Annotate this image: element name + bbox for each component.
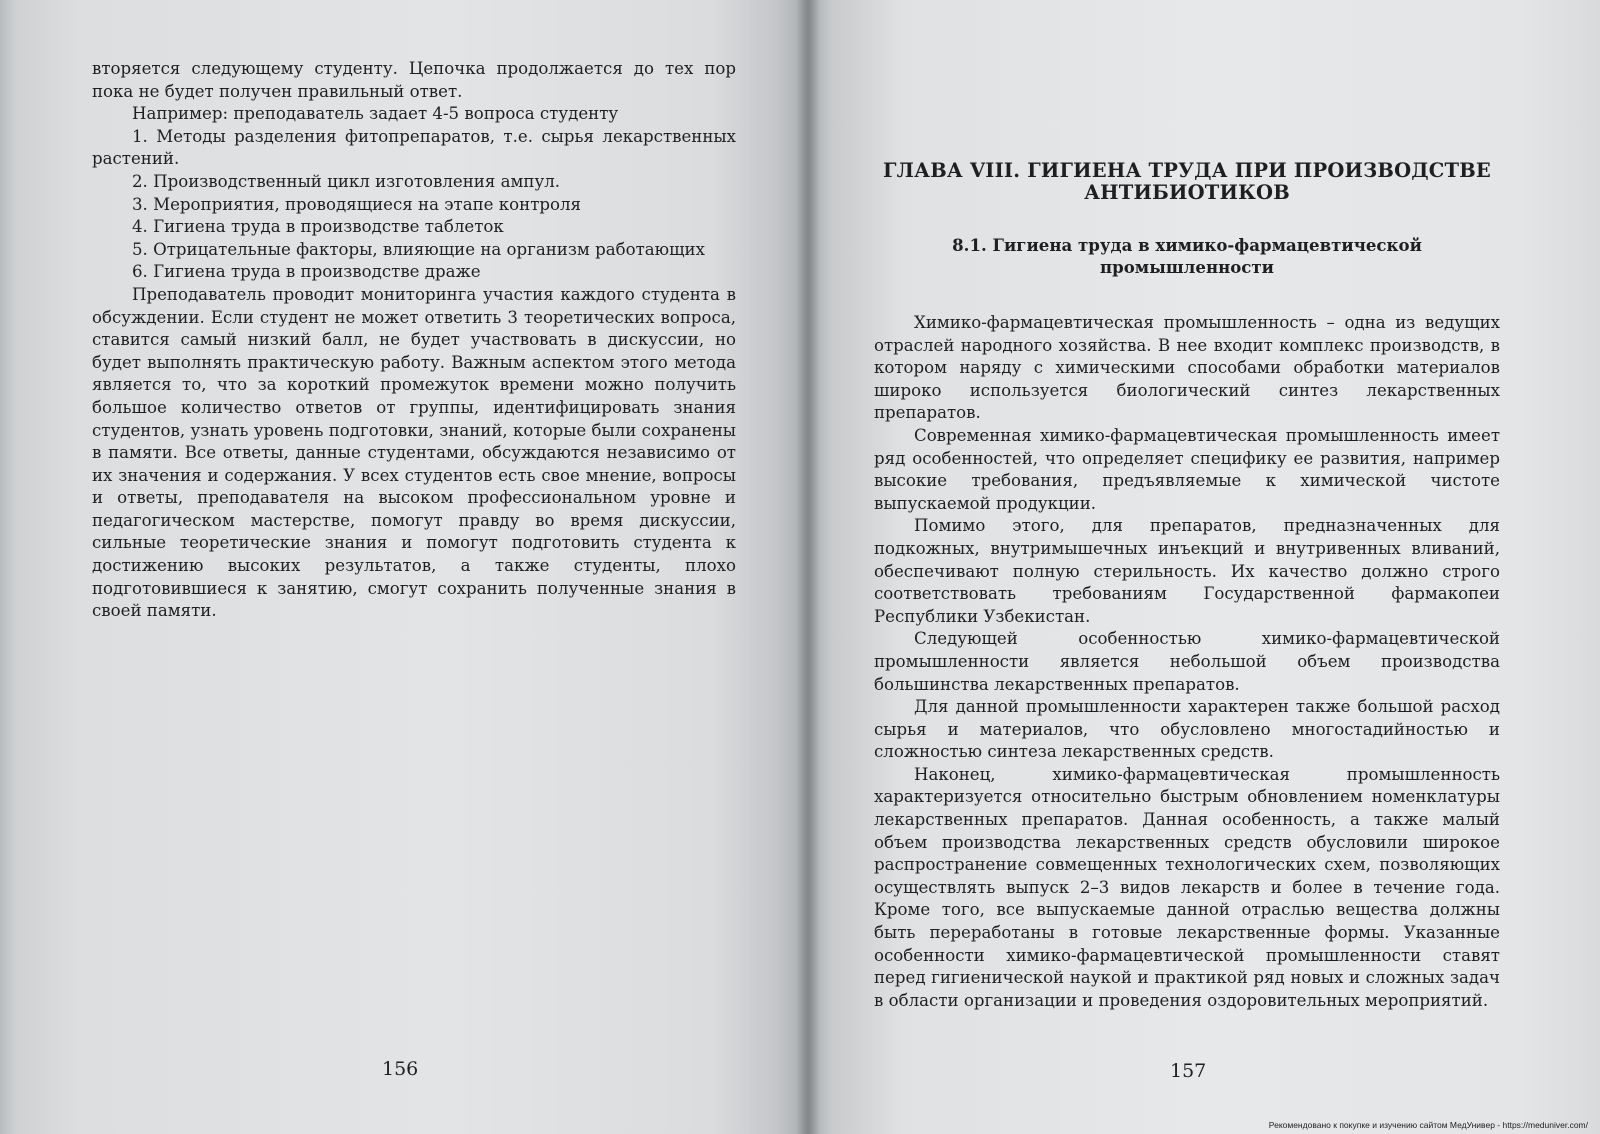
- paragraph-monitoring: Преподаватель проводит мониторинга участия каждого студента в обсуждении. Если студент не может ответить 3 теоретических вопроса, ставится самый низкий балл, не будет участвовать в дискуссии, но будет выполнять практическую работу. Важным аспектом этого метода является то, что за короткий промежуток времени можно получить большое количество ответов от группы, идентифицировать знания студентов, узнать уровень подготовки, знаний, которые были сохранены в памяти. Все ответы, данные студентами, обсуждаются независимо от их значения и содержания. У всех студентов есть свое мнение, вопросы и ответы, преподавателя на высоком профессиональном уровне и педагогическом мастерстве, помогут правду во время дискуссии, сильные теоретические знания и помогут подготовить студента к достижению высоких результатов, а также студенты, плохо подготовившиеся к занятию, смогут сохранить полученные знания в своей памяти.: [92, 284, 736, 621]
- list-item-3: 3. Мероприятия, проводящиеся на этапе контроля: [132, 194, 582, 214]
- paragraph-4: Следующей особенностью химико-фармацевтической промышленности является небольшой объем производства большинства лекарственных препаратов.: [874, 629, 1500, 694]
- paragraph-1: Химико-фармацевтическая промышленность – одна из ведущих отраслей народного хозяйства. В нее входит комплекс производств, в котором наряду с химическими способами обработки материалов широко используется биологический синтез лекарственных препаратов.: [874, 313, 1500, 423]
- page-number-right: 157: [1170, 1060, 1207, 1082]
- right-page-text: [874, 312, 1500, 1012]
- list-item-6: 6. Гигиена труда в производстве драже: [132, 262, 481, 282]
- right-page: [808, 0, 1600, 1134]
- paragraph-3: Помимо этого, для препаратов, предназначенных для подкожных, внутримышечных инъекций и внутривенных вливаний, обеспечивают полную стерильность. Их качество должно строго соответствовать требованиям Государственной фармакопеи Республики Узбекистан.: [874, 516, 1500, 626]
- chapter-title: ГЛАВА VIII. ГИГИЕНА ТРУДА ПРИ ПРОИЗВОДСТВЕ АНТИБИОТИКОВ: [883, 159, 1491, 204]
- list-item-5: 5. Отрицательные факторы, влияющие на организм работающих: [132, 239, 705, 259]
- footer-note: Рекомендовано к покупке и изучению сайтом МедУнивер - https://meduniver.com/: [1268, 1120, 1588, 1130]
- list-item-4: 4. Гигиена труда в производстве таблеток: [132, 217, 504, 237]
- page-number-left: 156: [382, 1058, 419, 1080]
- paragraph-6: Наконец, химико-фармацевтическая промышленность характеризуется относительно быстрым обновлением номенклатуры лекарственных препаратов. Данная особенность, а также малый объем производства лекарственных средств обусловили широкое распространение совмещенных технологических схем, позволяющих осуществлять выпуск 2–3 видов лекарств и более в течение года. Кроме того, все выпускаемые данной отраслью вещества должны быть переработаны в готовые лекарственные формы. Указанные особенности химико-фармацевтической промышленности ставят перед гигиенической наукой и практикой ряд новых и сложных задач в области организации и проведения оздоровительных мероприятий.: [874, 764, 1500, 1010]
- book-spine-shadow: [796, 0, 820, 1134]
- left-page-text: [92, 58, 736, 623]
- paragraph-example-intro: Например: преподаватель задает 4-5 вопроса студенту: [132, 104, 619, 124]
- paragraph-2: Современная химико-фармацевтическая промышленность имеет ряд особенностей, что определяет специфику ее развития, например высокие требования, предъявляемые к химической чистоте выпускаемой продукции.: [874, 425, 1500, 513]
- list-item-1: 1. Методы разделения фитопрепаратов, т.е. сырья лекарственных растений.: [92, 126, 736, 169]
- paragraph-continuation: вторяется следующему студенту. Цепочка продолжается до тех пор пока не будет получен правильный ответ.: [92, 59, 736, 101]
- paragraph-5: Для данной промышленности характерен также большой расход сырья и материалов, что обусловлено многостадийностью и сложностью синтеза лекарственных средств.: [874, 697, 1500, 762]
- list-item-2: 2. Производственный цикл изготовления ампул.: [132, 171, 561, 191]
- section-title: 8.1. Гигиена труда в химико-фармацевтической промышленности: [952, 235, 1422, 277]
